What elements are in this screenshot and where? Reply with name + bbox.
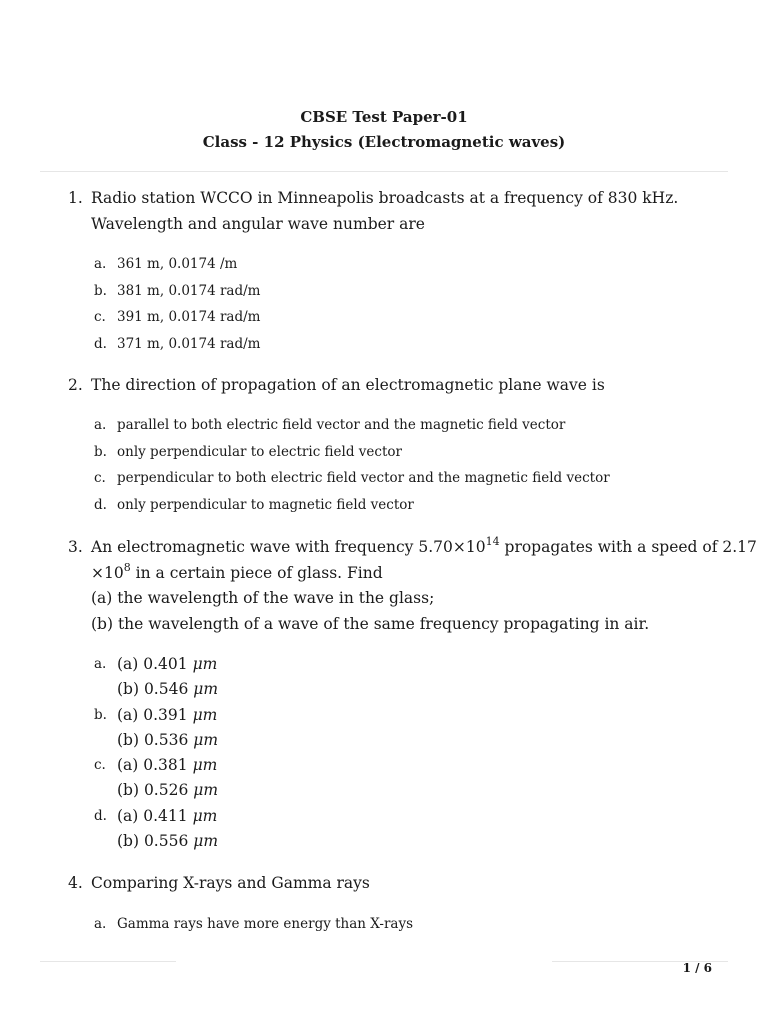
- question-3: [68, 535, 757, 637]
- option-label: d.: [94, 497, 107, 514]
- question-text: The direction of propagation of an electromagnetic plane wave is: [91, 376, 605, 394]
- q3-part-a: (a) the wavelength of the wave in the glass;: [91, 589, 435, 607]
- unit: μm: [193, 680, 219, 699]
- question-2-options: [94, 412, 734, 519]
- unit: μm: [193, 781, 219, 800]
- answer-b-value: (b) 0.546: [117, 680, 189, 699]
- paper-title: CBSE Test Paper-01: [300, 108, 468, 126]
- question-1: [68, 186, 732, 237]
- exponent: 8: [123, 560, 131, 574]
- option-text: perpendicular to both electric field vector and the magnetic field vector: [117, 470, 610, 487]
- option-label: b.: [94, 706, 107, 723]
- footer-divider-left: [40, 961, 176, 962]
- q3-part-b: (b) the wavelength of a wave of the same frequency propagating in air.: [91, 614, 650, 633]
- question-2: [68, 373, 732, 399]
- unit: μm: [192, 705, 218, 724]
- q3-text-part: propagates with a speed of 2.17: [499, 538, 757, 556]
- question-4-options: [94, 911, 734, 938]
- header-divider: [40, 171, 728, 172]
- option-text: 381 m, 0.0174 rad/m: [117, 282, 261, 299]
- option-text: 361 m, 0.0174 /m: [117, 256, 238, 272]
- option-label: a.: [94, 916, 107, 932]
- answer-a-value: (a) 0.391: [117, 705, 188, 724]
- option-d[interactable]: [94, 331, 734, 358]
- q3-text-part: in a certain piece of glass. Find: [130, 563, 383, 582]
- question-number: 1.: [68, 189, 83, 207]
- answer-b-value: (b) 0.526: [117, 781, 189, 800]
- option-text: Gamma rays have more energy than X-rays: [117, 916, 414, 932]
- option-label: b.: [94, 443, 107, 460]
- question-text: [91, 535, 757, 637]
- option-label: a.: [94, 656, 107, 672]
- option-label: c.: [94, 309, 106, 326]
- answer-a-value: (a) 0.401: [117, 655, 188, 673]
- page-number: 1 / 6: [682, 961, 712, 975]
- option-c[interactable]: [94, 304, 734, 331]
- answer-b-value: (b) 0.556: [117, 832, 189, 851]
- question-number: 4.: [68, 874, 83, 892]
- unit: μm: [193, 730, 219, 749]
- option-label: b.: [94, 282, 107, 299]
- power-base: 10: [104, 563, 124, 582]
- q3-text-part: An electromagnetic wave with frequency 5.70: [91, 538, 453, 556]
- times-symbol: ×: [91, 563, 104, 582]
- option-a[interactable]: [94, 652, 734, 703]
- option-a[interactable]: [94, 412, 734, 439]
- times-symbol: ×: [452, 538, 466, 556]
- paper-subtitle: Class - 12 Physics (Electromagnetic waves): [202, 133, 566, 151]
- answer-b-value: (b) 0.536: [117, 730, 189, 749]
- exponent: 14: [485, 535, 500, 548]
- option-c[interactable]: [94, 753, 734, 804]
- question-text: Comparing X-rays and Gamma rays: [91, 874, 370, 892]
- option-label: d.: [94, 807, 107, 824]
- question-1-options: [94, 251, 734, 358]
- option-text: only perpendicular to magnetic field vector: [117, 497, 414, 514]
- unit: μm: [192, 756, 218, 775]
- option-b[interactable]: [94, 439, 734, 466]
- question-number: 3.: [68, 538, 83, 556]
- question-4: [68, 871, 732, 897]
- unit: μm: [193, 832, 219, 851]
- option-b[interactable]: [94, 278, 734, 305]
- answer-a-value: (a) 0.411: [117, 806, 188, 825]
- option-label: a.: [94, 417, 107, 433]
- option-d[interactable]: [94, 804, 734, 855]
- option-text: 391 m, 0.0174 rad/m: [117, 309, 261, 326]
- power-base: 10: [465, 538, 486, 556]
- option-c[interactable]: [94, 465, 734, 492]
- unit: μm: [192, 806, 218, 825]
- question-3-options: [94, 652, 734, 854]
- option-text: parallel to both electric field vector and the magnetic field vector: [117, 417, 566, 433]
- question-number: 2.: [68, 376, 83, 394]
- option-label: c.: [94, 470, 106, 487]
- answer-a-value: (a) 0.381: [117, 756, 188, 775]
- option-b[interactable]: [94, 703, 734, 754]
- option-a[interactable]: [94, 911, 734, 938]
- option-label: c.: [94, 757, 106, 774]
- option-label: d.: [94, 336, 107, 353]
- option-d[interactable]: [94, 492, 734, 519]
- option-text: only perpendicular to electric field vector: [117, 443, 402, 460]
- option-text: 371 m, 0.0174 rad/m: [117, 336, 261, 353]
- option-a[interactable]: [94, 251, 734, 278]
- question-text: Radio station WCCO in Minneapolis broadcasts at a frequency of 830 kHz. Wavelength and angular wave number are: [91, 189, 679, 233]
- unit: μm: [192, 655, 218, 673]
- option-label: a.: [94, 256, 107, 272]
